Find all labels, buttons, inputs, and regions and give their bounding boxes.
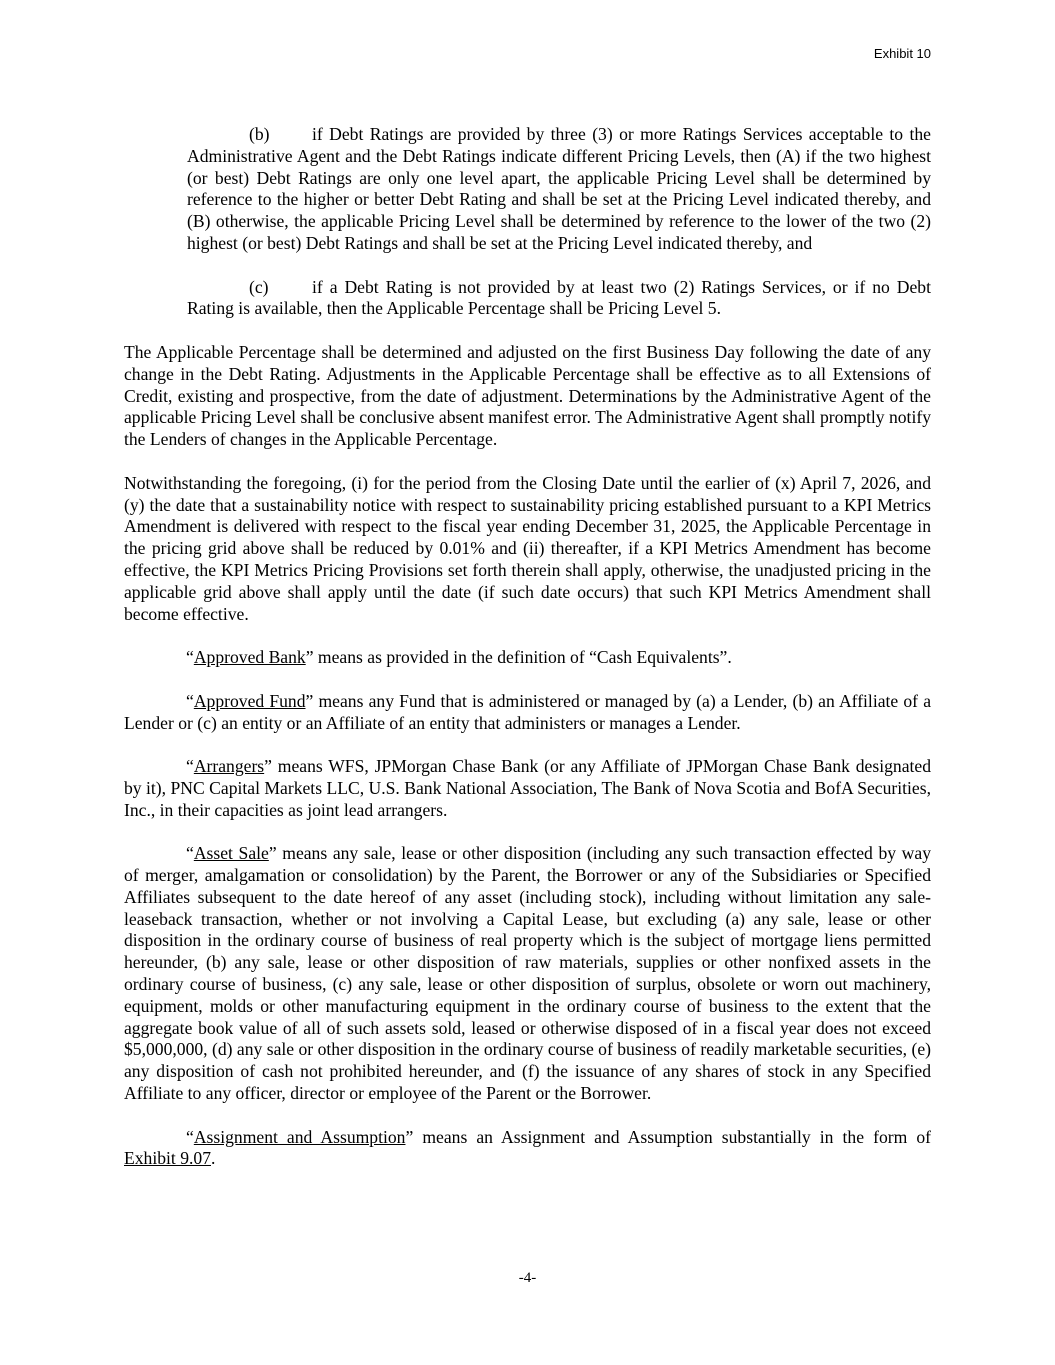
clause-b-marker: (b) <box>249 124 270 144</box>
defined-term-assignment-and-assumption: Assignment and Assumption <box>193 1126 406 1147</box>
paragraph-notwithstanding: Notwithstanding the foregoing, (i) for the period from the Closing Date until the earlier of (x) April 7, 2026, and (y) the date that a sustainability notice with respect to sustainability pricing established pursuant to a KPI Metrics Amendment is delivered with respect to the fiscal year ending December 31, 2025, the Applicable Percentage in the pricing grid above shall be reduced by 0.01% and (ii) thereafter, if a KPI Metrics Amendment has become effective, the KPI Metrics Pricing Provisions set forth therein shall apply, otherwise, the unadjusted pricing in the applicable grid above shall apply until the date (if such date occurs) that such KPI Metrics Amendment shall become effective. <box>124 472 931 624</box>
open-quote: “ <box>186 647 194 668</box>
definition-arrangers <box>124 756 931 821</box>
definition-text-arrangers: ” means WFS, JPMorgan Chase Bank (or any Affiliate of JPMorgan Chase Bank designated by it), PNC Capital Markets LLC, U.S. Bank National Association, The Bank of Nova Scotia and BofA Securities, Inc., in their capacities as joint lead arrangers. <box>124 756 931 820</box>
defined-term-arrangers: Arrangers <box>193 756 265 777</box>
definition-asset-sale <box>124 843 931 1105</box>
open-quote: “ <box>186 1126 194 1147</box>
exhibit-label: Exhibit 10 <box>873 46 931 61</box>
defined-term-approved-bank: Approved Bank <box>193 647 306 668</box>
definition-text-approved-bank: ” means as provided in the definition of “Cash Equivalents”. <box>305 647 732 668</box>
clause-b <box>187 124 931 255</box>
paragraph-applicable-percentage: The Applicable Percentage shall be determined and adjusted on the first Business Day following the date of any change in the Debt Rating. Adjustments in the Applicable Percentage shall be effective as to all Extensions of Credit, existing and prospective, from the date of adjustment. Determinations by the Administrative Agent of the applicable Pricing Level shall be conclusive absent manifest error. The Administrative Agent shall promptly notify the Lenders of changes in the Applicable Percentage. <box>124 341 931 450</box>
clause-c-text: if a Debt Rating is not provided by at least two (2) Ratings Services, or if no Debt Rating is available, then the Applicable Percentage shall be Pricing Level 5. <box>187 276 931 319</box>
definition-text-asset-sale: ” means any sale, lease or other disposition (including any such transaction effected by way of merger, amalgamation or consolidation) by the Parent, the Borrower or any of the Subsidiaries or Specified Affiliates subsequent to the date hereof of any asset (including stock), including without limitation any sale-leaseback transaction, whether or not involving a Capital Lease, but excluding (a) any sale, lease or other disposition in the ordinary course of business of real property which is the subject of mortgage liens permitted hereunder, (b) any sale, lease or other disposition of raw materials, supplies or other nonfixed assets in the ordinary course of business, (c) any sale, lease or other disposition of surplus, obsolete or worn out machinery, equipment, molds or other manufacturing equipment in the ordinary course of business to the extent that the aggregate book value of all of such assets sold, leased or otherwise disposed of in a fiscal year does not exceed $5,000,000, (d) any sale or other disposition in the ordinary course of business of readily marketable securities, (e) any disposition of cash not prohibited hereunder, and (f) the issuance of any shares of stock in any Specified Affiliate to any officer, director or employee of the Parent or the Borrower. <box>124 843 931 1104</box>
document-body <box>124 124 931 1192</box>
clause-c-marker: (c) <box>249 276 269 297</box>
defined-term-approved-fund: Approved Fund <box>193 690 306 711</box>
clause-c <box>187 277 931 321</box>
definition-approved-fund <box>124 691 931 735</box>
defined-term-asset-sale: Asset Sale <box>193 843 269 864</box>
page-number: -4- <box>518 1270 537 1286</box>
clause-b-text: if Debt Ratings are provided by three (3) or more Ratings Services acceptable to the Administrative Agent and the Debt Ratings indicate different Pricing Levels, then (A) if the two highest (or best) Debt Ratings are only one level apart, the applicable Pricing Level shall be determined by reference to the higher or better Debt Rating and shall be set at the Pricing Level indicated thereby, and (B) otherwise, the applicable Pricing Level shall be determined by reference to the lower of the two (2) highest (or best) Debt Ratings and shall be set at the Pricing Level indicated thereby, and <box>187 124 931 253</box>
definition-text-assignment: ” means an Assignment and Assumption substantially in the form of <box>405 1126 931 1147</box>
definition-approved-bank <box>124 647 931 669</box>
definition-text-approved-fund: ” means any Fund that is administered or managed by (a) a Lender, (b) an Affiliate of a Lender or (c) an entity or an Affiliate of an entity that administers or manages a Lender. <box>124 690 931 733</box>
exhibit-reference-link[interactable]: Exhibit 9.07 <box>124 1148 211 1169</box>
open-quote: “ <box>186 843 194 864</box>
definition-end-period: . <box>211 1148 216 1169</box>
open-quote: “ <box>186 690 194 711</box>
definition-assignment-and-assumption <box>124 1127 931 1171</box>
open-quote: “ <box>186 756 194 777</box>
